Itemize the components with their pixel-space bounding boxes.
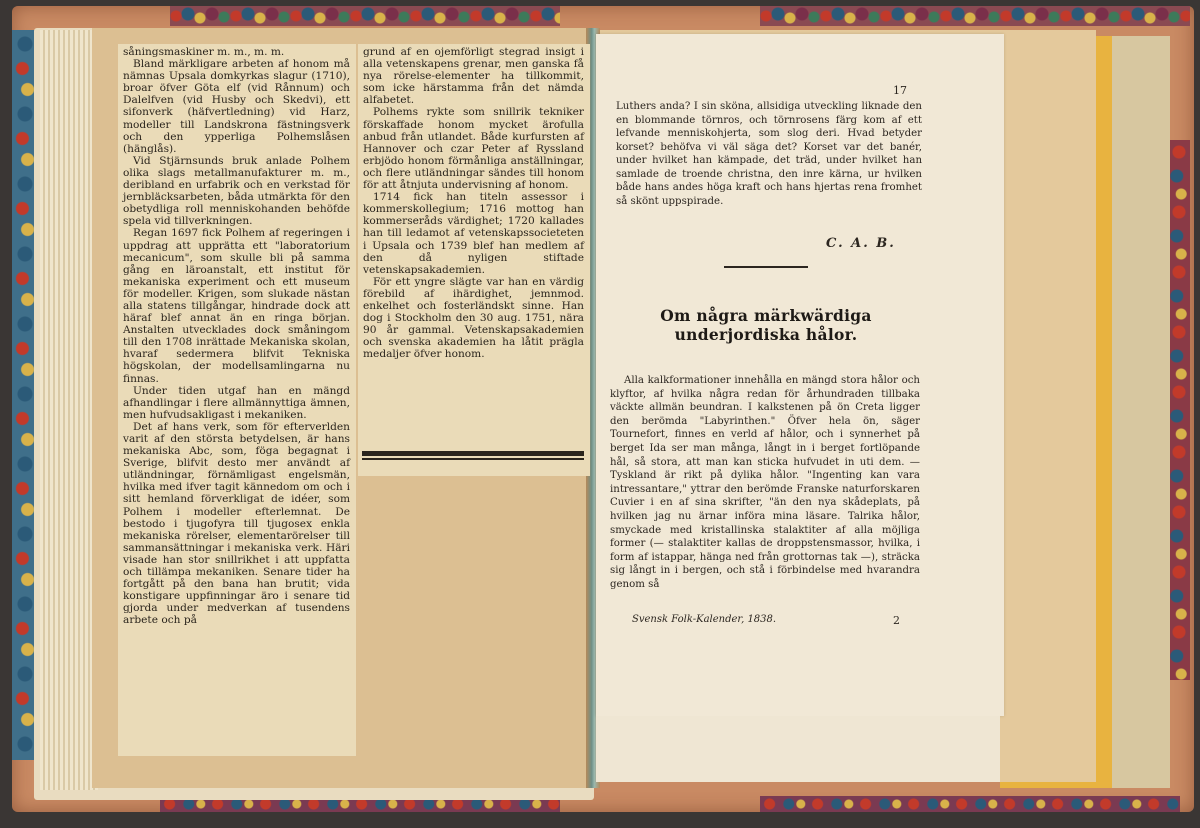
page-footer-source: Svensk Folk-Kalender, 1838.	[632, 614, 777, 625]
upper-paragraph: Luthers anda? I sin sköna, allsidiga utveckling liknade den en blommande törnros, och törnrosens färg kom af ett lefvande menniskohjerta, som slog deri. Hvad betyder korset? behöfva vi väl säga det? Korset var det banér, under hvilket han kämpade, det träd, under hvilket han samlade de troende christna, den inre kärna, ur hvilken både hans andes höga kraft och hans hjertas rena fromhet så skönt uppspirade.	[616, 101, 922, 207]
clipping-end-rule	[362, 451, 584, 456]
marbled-edge-top-right	[760, 6, 1190, 26]
clipping-paragraph: Polhems rykte som snillrik tekniker förskaffade honom mycket ärofulla anbud från utlandet. Både kurfursten af Hannover och czar Peter af Ryssland erbjödo honom förmånliga anställningar, och flere utländningar sändes till honom för att åtnjuta undervisning af honom.	[363, 106, 584, 192]
marbled-edge-bottom-right	[760, 796, 1180, 812]
marbled-edge-right	[1168, 140, 1190, 680]
clipping-paragraph: Bland märkligare arbeten af honom må nämnas Upsala domkyrkas slagur (1710), broar öfver Göta elf (vid Rånnum) och Dalelfven (vid Husby och Skedvi), ett sifonverk (häfvertledning) vid Harz, modeller till Landskrona fästningsverk och den ypperliga Polhemslåsen (hänglås).	[123, 58, 350, 155]
clipping-paragraph: såningsmaskiner m. m., m. m.	[123, 46, 285, 58]
article-heading: Om några märkwärdiga underjordiska hålor.	[660, 306, 872, 344]
clipping-paragraph: grund af en ojemförligt stegrad insigt i alla vetenskapens grenar, men ganska få nya rörelse-elementer ha tillkommit, som icke härstamma från det nämda alfabetet.	[363, 46, 584, 107]
article-body: Alla kalkformationer innehålla en mängd stora hålor och klyftor, af hvilka några redan för århundraden tillbaka väckte allmän beundran. I kalkstenen på ön Creta ligger den berömda "Labyrinthen." Öfver hela ön, säger Tournefort, finnes en verld af hålor, och i synnerhet på berget Ida ser man många, långt in i berget fortlöpande hål, så stora, att man kan sticka hufvudet in uti dem. — Tyskland är rikt på dylika hålor. "Ingenting kan vara intressantare," yttrar den berömde Franske naturforskaren Cuvier i en af sina skrifter, "än den nya skådeplats, på hvilken jag nu ärnar införa mina läsare. Talrika hålor, smyckade med kristallinska stalaktiter af alla möjliga former (— stalaktiter kallas de droppstensmassor, hvilka, i form af istappar, hänga ned från grottornas tak —), sträcka sig långt in i bergen, och stå i förbindelse med hvarandra genom så	[610, 375, 920, 590]
clipping-paragraph: 1714 fick han titeln assessor i kommerskollegium; 1716 mottog han kommerseråds värdighet; 1720 kallades han till ledamot af vetenskapssocieteten i Upsala och 1739 blef han medlem af den då nyligen stiftade vetenskapsakademien.	[363, 191, 584, 276]
clipping-paragraph: Regan 1697 fick Polhem af regeringen i uppdrag att upprätta ett "laboratorium mecanicum", som skulle bli på samma gång en läroanstalt, ett institut för mekaniska experiment och ett museum för modeller. Krigen, som slukade nästan alla statens tillgångar, hindrade dock att häraf blef annat än en ringa början. Anstalten utvecklades dock småningom till den 1708 inrättade Mekaniska skolan, hvaraf sedermera blifvit Tekniska högskolan, der modellsamlingarna nu finnas.	[123, 227, 350, 385]
clipping-paragraph: Det af hans verk, som för efterverlden varit af den största betydelsen, är hans mekaniska Abc, som, föga begagnat i Sverige, blifvit desto mer användt af utländningar, förnämligast engelsmän, hvilka med ifver tagit kännedom om och i sitt hemland förverkligat de idéer, som Polhem i modeller efterlemnat. De bestodo i tjugofyra till tjugosex enkla mekaniska rörelser, elementarörelser till sammansättningar i mekaniska verk. Häri visade han stor snillrikhet i att uppfatta och tillämpa mekaniken. Senare tider ha fortgått på den bana han brutit; vida konstigare uppfinningar äro i senare tid gjorda under medverkan af tusendens arbete och på	[123, 420, 350, 627]
author-signature: C. A. B.	[826, 236, 896, 251]
clipping-paragraph: Under tiden utgaf han en mängd afhandlingar i flere allmännyttiga ämnen, men hufvudsakligast i mekaniken.	[123, 384, 350, 421]
section-divider	[724, 266, 808, 268]
page-footer-signature-mark: 2	[893, 614, 900, 627]
article-body-block	[610, 374, 920, 592]
clipping-paragraph: Vid Stjärnsunds bruk anlade Polhem olika slags metallmanufakturer m. m., deribland en urfabrik och en verkstad för jernbläcksarbeten, båda utmärkta för den obetydliga roll menniskohanden behöfde spela vid tillverkningen.	[123, 154, 350, 228]
right-page-lower-sheet	[596, 716, 1000, 782]
clipping-column-1	[118, 44, 356, 756]
left-page-edges	[40, 30, 98, 790]
page-number: 17	[893, 84, 907, 97]
clipping-column-2	[358, 44, 590, 476]
upper-paragraph-block	[616, 100, 922, 208]
marbled-edge-top-left	[170, 6, 560, 26]
clipping-paragraph: För ett yngre slägte var han en värdig förebild af ihärdighet, jemnmod. enkelhet och fosterländskt sinne. Han dog i Stockholm den 30 aug. 1751, nära 90 år gammal. Vetenskapsakademien och svenska akademien ha låtit prägla medaljer öfver honom.	[363, 275, 584, 361]
clipping-end-rule-thin	[362, 458, 584, 460]
